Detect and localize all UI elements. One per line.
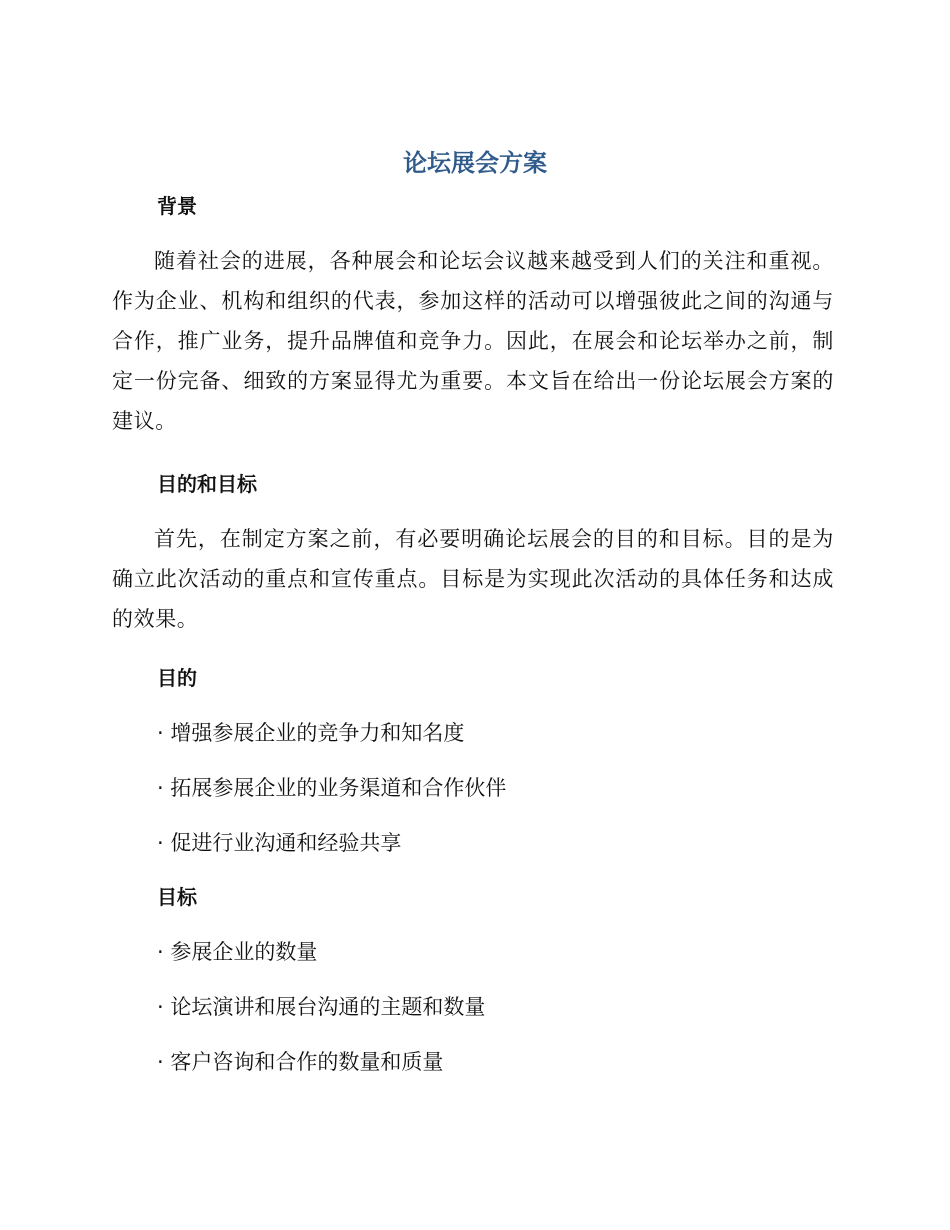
document-title: 论坛展会方案 [403,149,547,177]
list-item-goals-1: · 参展企业的数量 [157,940,318,964]
paragraph-purpose-and-goals: 首先，在制定方案之前，有必要明确论坛展会的目的和目标。目的是为确立此次活动的重点和宣传重点。目标是为实现此次活动的具体任务和达成的效果。 [112,527,834,631]
paragraph-background: 随着社会的进展，各种展会和论坛会议越来越受到人们的关注和重视。作为企业、机构和组织的代表，参加这样的活动可以增强彼此之间的沟通与合作，推广业务，提升品牌值和竞争力。因此，在展会和论坛举办之前，制定一份完备、细致的方案显得尤为重要。本文旨在给出一份论坛展会方案的建议。 [112,249,834,433]
heading-purpose-and-goals: 目的和目标 [157,472,257,496]
heading-goals: 目标 [157,885,197,909]
list-item-purpose-3: · 促进行业沟通和经验共享 [157,831,402,855]
heading-background: 背景 [157,194,197,218]
list-item-goals-3: · 客户咨询和合作的数量和质量 [157,1050,444,1074]
list-item-goals-2: · 论坛演讲和展台沟通的主题和数量 [157,995,486,1019]
list-item-purpose-2: · 拓展参展企业的业务渠道和合作伙伴 [157,776,507,800]
list-item-purpose-1: · 增强参展企业的竞争力和知名度 [157,721,465,745]
heading-purpose: 目的 [157,666,197,690]
